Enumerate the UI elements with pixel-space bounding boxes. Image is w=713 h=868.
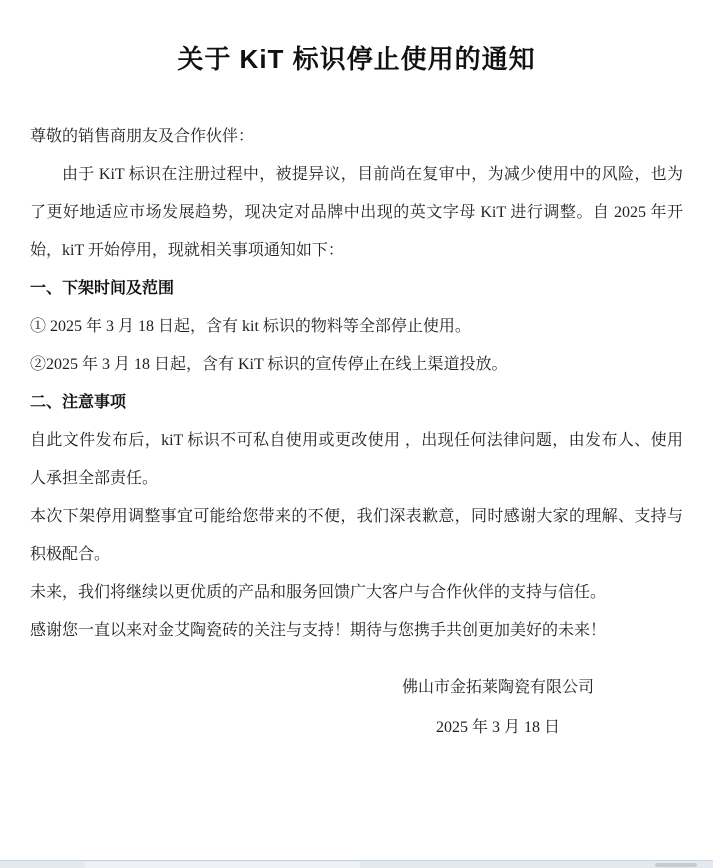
signature-date: 2025 年 3 月 18 日 xyxy=(435,719,560,736)
horizontal-scrollbar[interactable] xyxy=(0,860,713,868)
horizontal-scrollbar-handle[interactable] xyxy=(655,863,697,867)
section2-paragraph-1: 自此文件发布后，kiT 标识不可私自使用或更改使用 ，出现任何法律问题，由发布人、使用人承担全部责任。 xyxy=(30,432,683,487)
horizontal-scrollbar-thumb[interactable] xyxy=(85,862,360,868)
document-title: 关于 KiT 标识停止使用的通知 xyxy=(177,44,536,74)
section2-paragraph-2: 本次下架停用调整事宜可能给您带来的不便，我们深表歉意，同时感谢大家的理解、支持与积极配合。 xyxy=(30,508,683,563)
intro-paragraph: 由于 KiT 标识在注册过程中，被提异议，目前尚在复审中，为减少使用中的风险，也为了更好地适应市场发展趋势，现决定对品牌中出现的英文字母 KiT 进行调整。自 2025 年开始，kiT 开始停用，现就相关事项通知如下： xyxy=(30,166,683,259)
section2-heading: 二、注意事项 xyxy=(30,394,127,411)
signature-block xyxy=(353,668,643,748)
signature-company: 佛山市金拓莱陶瓷有限公司 xyxy=(401,679,594,696)
document-body xyxy=(30,118,683,748)
section1-item2: ②2025 年 3 月 18 日起，含有 KiT 标识的宣传停止在线上渠道投放。 xyxy=(30,356,508,373)
section1-heading: 一、下架时间及范围 xyxy=(30,280,175,297)
section1-item1: ① 2025 年 3 月 18 日起，含有 kit 标识的物料等全部停止使用。 xyxy=(30,318,471,335)
section2-paragraph-4: 感谢您一直以来对金艾陶瓷砖的关注与支持！期待与您携手共创更加美好的未来！ xyxy=(30,622,607,639)
section2-paragraph-3: 未来，我们将继续以更优质的产品和服务回馈广大客户与合作伙伴的支持与信任。 xyxy=(30,584,607,601)
greeting-line: 尊敬的销售商朋友及合作伙伴： xyxy=(30,128,255,145)
